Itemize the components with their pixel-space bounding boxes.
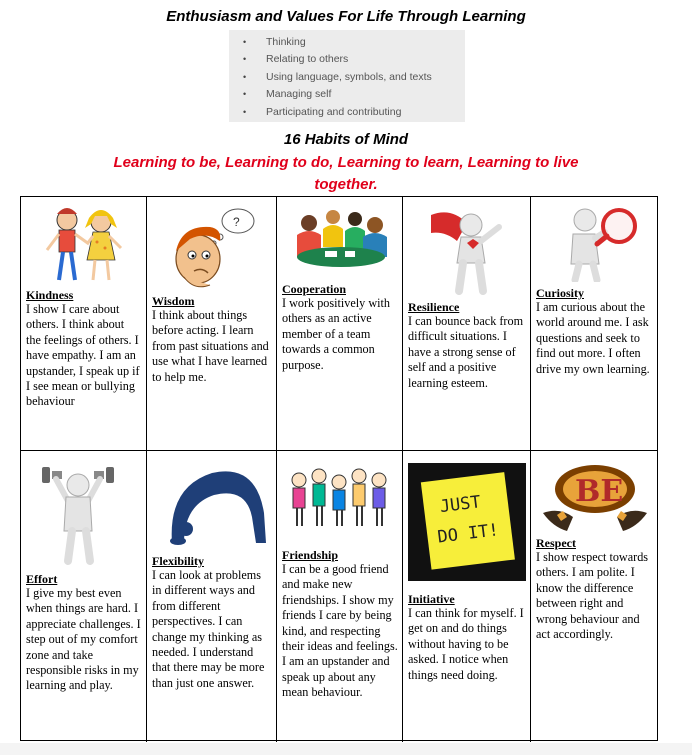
habit-description: I show respect towards others. I am polite. I know the difference between right and wrong behaviour and act accordingly. — [536, 550, 649, 642]
thinking-face-speech-bubble-icon — [152, 197, 272, 295]
habit-description: I think about things before acting. I learn from past situations and use what I have learned to help me. — [152, 308, 269, 384]
habit-description: I can bounce back from difficult situations. I have a strong sense of self and a positive learning esteem. — [408, 314, 524, 390]
habit-cell-respect — [531, 451, 657, 742]
habit-description: I work positively with others as an active member of a team towards a common purpose. — [282, 296, 390, 372]
competency-item: • Participating and contributing — [229, 104, 465, 121]
habit-cell-initiative — [403, 451, 531, 742]
key-competencies-box — [229, 30, 465, 122]
habit-description: I can be a good friend and make new friendships. I show my friends I care by being kind, and respecting their ideas and feelings. I am an upstander and speak up about any mean behaviour. — [282, 562, 398, 700]
habit-name: Resilience — [408, 300, 460, 314]
habit-cell-curiosity — [531, 197, 657, 451]
competency-item: • Managing self — [229, 86, 465, 103]
row-of-friends-icon — [282, 451, 398, 549]
two-children-holding-hands-icon — [26, 197, 142, 289]
habit-name: Cooperation — [282, 282, 346, 296]
just-do-it-sticky-note-icon — [408, 451, 526, 593]
svg-text:?: ? — [233, 215, 240, 229]
sticky-note-text: JUSTDO IT! — [436, 492, 500, 548]
competency-item: • Thinking — [229, 34, 465, 51]
figure-lifting-dumbbells-icon — [26, 451, 142, 573]
habit-description: I show I care about others. I think about the feelings of others. I have empathy. I am an upstander, I speak up if I see mean or bullying behaviour — [26, 302, 140, 409]
be-text: BE — [574, 474, 623, 509]
habit-name: Respect — [536, 536, 576, 550]
habit-description: I can think for myself. I get on and do things without having to be asked. I notice when things need doing. — [408, 606, 524, 682]
habit-name: Flexibility — [152, 554, 204, 568]
competency-item: • Relating to others — [229, 51, 465, 68]
habit-cell-friendship — [277, 451, 403, 742]
habits-subtitle: 16 Habits of Mind — [283, 131, 409, 148]
habit-name: Kindness — [26, 288, 74, 302]
page-footer-strip — [0, 743, 692, 755]
habit-cell-resilience — [403, 197, 531, 451]
habit-name: Initiative — [408, 592, 455, 606]
motto-text: Learning to be, Learning to do, Learning to learn, Learning to live together. — [113, 154, 579, 193]
be-hands-mandala-icon — [536, 451, 653, 537]
habit-cell-wisdom — [147, 197, 277, 451]
habit-cell-cooperation — [277, 197, 403, 451]
habit-description: I give my best even when things are hard. I appreciate challenges. I step out of my comfort zone and take responsible risks in my learning and play. — [26, 586, 141, 693]
figure-magnifying-glass-icon — [536, 197, 653, 287]
habit-name: Friendship — [282, 548, 339, 562]
habit-description: I can look at problems in different ways and from different perspectives. I can change my thinking as needed. I understand that there may be more than just one answer. — [152, 568, 265, 690]
habits-table — [20, 196, 658, 741]
group-at-table-icon — [282, 197, 398, 283]
competency-item: • Using language, symbols, and texts — [229, 69, 465, 86]
habit-name: Wisdom — [152, 294, 195, 308]
page-title: Enthusiasm and Values For Life Through Learning — [166, 8, 526, 25]
habit-name: Curiosity — [536, 286, 584, 300]
superhero-figure-cape-icon — [408, 197, 526, 301]
habit-cell-kindness — [21, 197, 147, 451]
backbend-silhouette-icon — [152, 451, 272, 555]
habit-name: Effort — [26, 572, 58, 586]
habit-cell-flexibility — [147, 451, 277, 742]
habit-cell-effort — [21, 451, 147, 742]
habit-description: I am curious about the world around me. I ask questions and seek to find out more. I often drive my own learning. — [536, 300, 650, 376]
